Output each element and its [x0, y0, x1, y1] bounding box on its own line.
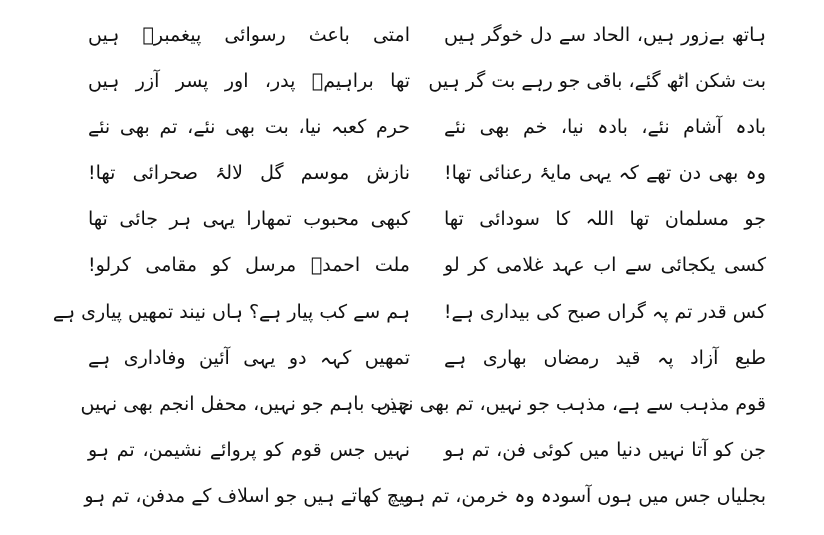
- verse-line: ملت احمدؐ مرسل کو مقامی کرلو!: [88, 254, 410, 277]
- verse-line: وہ بھی دن تھے کہ یہی مایۂ رعنائی تھا!: [444, 162, 766, 185]
- verse-line: بجلیاں جس میں ہوں آسودہ وہ خرمن، تم ہو: [404, 484, 766, 507]
- verse-line: نہیں جس قوم کو پروائے نشیمن، تم ہو: [88, 438, 410, 461]
- verse-line: تمھیں کہہ دو یہی آئین وفاداری ہے: [88, 346, 410, 369]
- verse-line: ہاتھ بےزور ہیں، الحاد سے دل خوگر ہیں: [444, 24, 766, 46]
- poem-left-column: [52, 12, 410, 519]
- verse-line: جذب باہم جو نہیں، محفل انجم بھی نہیں: [80, 392, 410, 415]
- verse-line: طبع آزاد پہ قید رمضاں بھاری ہے: [444, 346, 766, 369]
- verse-line: بت شکن اٹھ گئے، باقی جو رہے بت گر ہیں: [428, 70, 766, 93]
- verse-line: تھا براہیمؑ پدر، اور پسر آزر ہیں: [88, 70, 410, 93]
- verse-line: قوم مذہب سے ہے، مذہب جو نہیں، تم بھی نہیں: [376, 392, 766, 415]
- verse-line: حرم کعبہ نیا، بت بھی نئے، تم بھی نئے: [88, 116, 410, 139]
- verse-line: کس قدر تم پہ گراں صبح کی بیداری ہے!: [443, 300, 766, 323]
- verse-line: نازش موسم گل لالۂ صحرائی تھا!: [88, 162, 410, 185]
- verse-line: کسی یکجائی سے اب عہد غلامی کر لو: [444, 254, 766, 277]
- verse-line: جن کو آتا نہیں دنیا میں کوئی فن، تم ہو: [444, 438, 766, 461]
- verse-line: بادہ آشام نئے، بادہ نیا، خم بھی نئے: [444, 116, 766, 139]
- verse-line: ہم سے کب پیار ہے؟ ہاں نیند تمھیں پیاری ہے: [52, 300, 410, 323]
- verse-line: بیچ کھاتے ہیں جو اسلاف کے مدفن، تم ہو: [84, 484, 410, 507]
- verse-line: جو مسلمان تھا اللہ کا سودائی تھا: [444, 208, 766, 231]
- verse-line: کبھی محبوب تمھارا یہی ہر جائی تھا: [88, 208, 410, 231]
- poem-right-column: [376, 12, 766, 519]
- verse-line: امتی باعث رسوائی پیغمبرؐ ہیں: [88, 24, 410, 46]
